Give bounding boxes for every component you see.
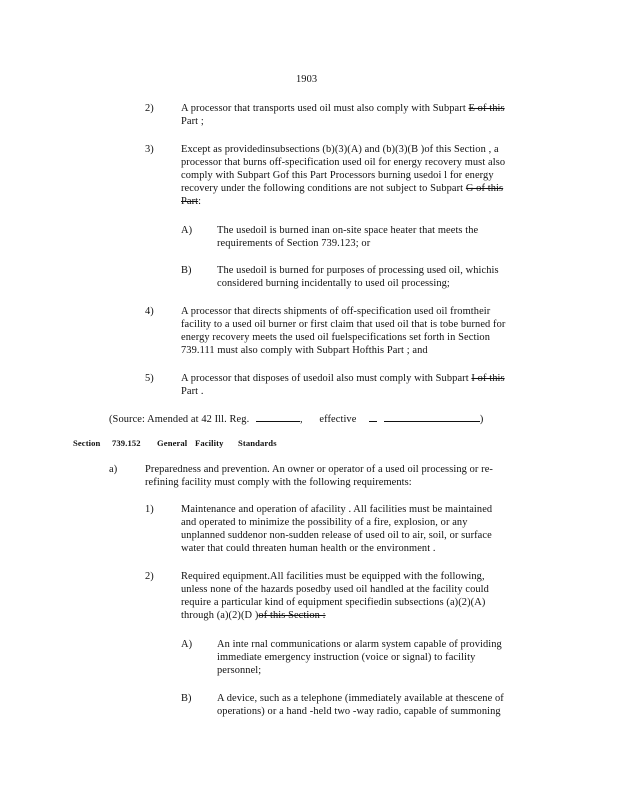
item-text-line: Required equipment.All facilities must be equipped with the following,: [181, 571, 485, 582]
blank-line: [384, 411, 480, 422]
item-text-line: A processor that directs shipments of off-specification used oil fromtheir: [181, 306, 491, 317]
item-text-line: 739.111 must also comply with Subpart Hofthis Part ; and: [181, 345, 428, 356]
blank-line: [256, 411, 300, 422]
item-text-line: Part ;: [181, 116, 204, 127]
source-note: (Source: Amended at 42 Ill. Reg. , effective ): [109, 411, 483, 426]
item-label: 5): [145, 373, 154, 384]
subitem-text-line: A device, such as a telephone (immediately available at thescene of: [217, 693, 504, 704]
page-number: 1903: [296, 74, 318, 85]
item-text-line: recovery under the following conditions are not subject to Subpart G of this: [181, 183, 504, 194]
item-text-line: comply with Subpart Gof this Part Processors burning usedoi l for energy: [181, 170, 494, 181]
subitem-label: A): [181, 639, 193, 650]
item-text-line: A processor that disposes of usedoil also must comply with Subpart I of this: [181, 373, 505, 384]
item-label: 2): [145, 103, 154, 114]
subsection-text-line: Preparedness and prevention. An owner or operator of a used oil processing or re-: [145, 464, 493, 475]
item-label: 2): [145, 571, 154, 582]
item-text-line: unless none of the hazards posedby used oil handled at the facility could: [181, 584, 489, 595]
item-text-line: processor that burns off-specification used oil for energy recovery must also: [181, 157, 506, 168]
item-text-line: unplanned suddenor non-sudden release of used oil to air, soil, or surface: [181, 530, 492, 541]
subitem-text-line: An inte rnal communications or alarm system capable of providing: [217, 639, 502, 650]
section-number: 739.152: [112, 438, 141, 448]
item-text-line: A processor that transports used oil must also comply with Subpart E of this: [181, 103, 505, 114]
item-text-line: water that could threaten human health or the environment .: [181, 543, 436, 554]
subitem-text-line: operations) or a hand -held two -way radio, capable of summoning: [217, 706, 501, 717]
section-title: Standards: [238, 438, 277, 448]
subitem-text-line: requirements of Section 739.123; or: [217, 238, 371, 249]
subitem-label: B): [181, 265, 192, 276]
subitem-label: B): [181, 693, 192, 704]
item-text-line: facility to a used oil burner or first claim that used oil that is tobe burned for: [181, 319, 506, 330]
section-title: General: [157, 438, 188, 448]
item-text-line: Except as providedinsubsections (b)(3)(A) and (b)(3)(B )of this Section , a: [181, 144, 499, 155]
blank-line: [369, 411, 377, 422]
subsection-text-line: refining facility must comply with the following requirements:: [145, 477, 412, 488]
item-text-line: and operated to minimize the possibility of a fire, explosion, or any: [181, 517, 468, 528]
item-text-line: energy recovery meets the used oil fuelspecifications set forth in Section: [181, 332, 491, 343]
item-label: 1): [145, 504, 154, 515]
subitem-text-line: immediate emergency instruction (voice or signal) to facility: [217, 652, 476, 663]
subsection-label: a): [109, 464, 118, 475]
section-label: Section: [73, 438, 101, 448]
item-label: 3): [145, 144, 154, 155]
item-text-line: require a particular kind of equipment specifiedin subsections (a)(2)(A): [181, 597, 486, 608]
subitem-label: A): [181, 225, 193, 236]
subitem-text-line: personnel;: [217, 665, 262, 676]
item-text-line: through (a)(2)(D )of this Section :: [181, 610, 326, 621]
subitem-text-line: The usedoil is burned for purposes of processing used oil, whichis: [217, 265, 499, 276]
subitem-text-line: The usedoil is burned inan on-site space heater that meets the: [217, 225, 479, 236]
item-text-line: Maintenance and operation of afacility . All facilities must be maintained: [181, 504, 493, 515]
item-text-line: Part:: [181, 196, 202, 207]
subitem-text-line: considered burning incidentally to used oil processing;: [217, 278, 450, 289]
section-title: Facility: [195, 438, 224, 448]
item-label: 4): [145, 306, 154, 317]
item-text-line: Part .: [181, 386, 204, 397]
